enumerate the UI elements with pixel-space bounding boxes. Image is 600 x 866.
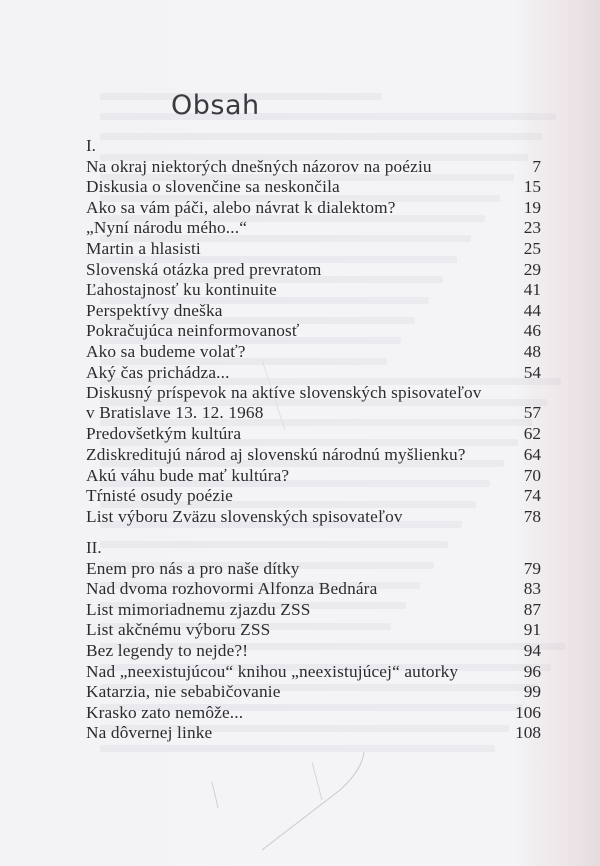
- toc-entry[interactable]: [86, 445, 541, 465]
- entry-title-line1: Diskusný príspevok na aktíve slovenských spisovateľov: [86, 383, 482, 403]
- entry-page-number: 74: [523, 486, 541, 506]
- toc-entry[interactable]: [86, 620, 541, 640]
- toc-entry[interactable]: [86, 507, 541, 527]
- entry-page-number: 15: [523, 177, 541, 197]
- entry-page-number: 48: [523, 342, 541, 361]
- entry-page-number: 91: [523, 620, 541, 640]
- entry-title: Ľahostajnosť ku kontinuite: [86, 280, 277, 300]
- entry-page-number: 57: [523, 403, 541, 423]
- entry-title: Enem pro nás a pro naše dítky: [86, 558, 300, 578]
- entry-page-number: 25: [523, 239, 541, 258]
- toc-entry[interactable]: [86, 157, 541, 177]
- entry-page-number: 54: [523, 362, 541, 382]
- toc-entry[interactable]: [86, 218, 541, 238]
- toc-entry[interactable]: [86, 301, 541, 321]
- entry-page-number: 106: [515, 702, 541, 722]
- entry-title: Pokračujúca neinformovanosť: [86, 321, 300, 341]
- entry-page-number: 108: [515, 723, 541, 743]
- entry-title: Aký čas prichádza...: [86, 362, 230, 382]
- entry-title: List výboru Zväzu slovenských spisovateľov: [86, 506, 403, 526]
- entry-page-number: 83: [523, 579, 541, 599]
- toc-entry[interactable]: [86, 383, 541, 423]
- entry-title: Predovšetkým kultúra: [86, 424, 242, 444]
- entry-title: Katarzia, nie sebabičovanie: [86, 682, 281, 702]
- entry-page-number: 78: [523, 506, 541, 526]
- entry-page-number: 29: [523, 259, 541, 279]
- entry-page-number: 46: [523, 321, 541, 341]
- toc-entry[interactable]: [86, 600, 541, 620]
- entry-title: Perspektívy dneška: [86, 300, 223, 320]
- entry-page-number: 99: [523, 682, 541, 702]
- toc-entry[interactable]: [86, 723, 541, 743]
- entry-title: Slovenská otázka pred prevratom: [86, 259, 322, 279]
- entry-title: Nad „neexistujúcou“ knihou „neexistujúcej“ autorky: [86, 661, 459, 681]
- entry-title: Tŕnisté osudy poézie: [86, 486, 233, 506]
- entry-title: Krasko zato nemôže...: [86, 702, 244, 722]
- toc-entry[interactable]: [86, 682, 541, 702]
- entry-page-number: 41: [523, 280, 541, 300]
- entry-page-number: 19: [523, 197, 541, 217]
- entry-title: „Nyní národu mého...“: [86, 218, 248, 238]
- entry-title: Na dôvernej linke: [86, 723, 213, 743]
- toc-entry[interactable]: [86, 703, 541, 723]
- entry-page-number: 96: [523, 661, 541, 681]
- toc-entry[interactable]: [86, 342, 541, 362]
- entry-title: Ako sa vám páči, alebo návrat k dialektom?: [86, 197, 396, 217]
- entry-title: Martin a hlasisti: [86, 239, 201, 258]
- toc-entry[interactable]: [86, 260, 541, 280]
- entry-page-number: 87: [523, 599, 541, 619]
- entry-page-number: 62: [523, 424, 541, 444]
- entry-title: Na okraj niektorých dnešných názorov na poéziu: [86, 156, 432, 176]
- section-label: I.: [86, 136, 96, 155]
- entry-title: Diskusia o slovenčine sa neskončila: [86, 177, 340, 197]
- entry-page-number: 23: [523, 218, 541, 238]
- toc-entry[interactable]: [86, 486, 541, 506]
- entry-page-number: 64: [523, 445, 541, 464]
- toc-entry[interactable]: [86, 280, 541, 300]
- entry-page-number: 94: [523, 641, 541, 660]
- entry-title: Nad dvoma rozhovormi Alfonza Bednára: [86, 579, 378, 599]
- toc-entry[interactable]: [86, 239, 541, 259]
- toc-entry[interactable]: [86, 466, 541, 486]
- toc-entry[interactable]: [86, 662, 541, 682]
- toc-entry[interactable]: [86, 424, 541, 444]
- entry-title: List akčnému výboru ZSS: [86, 620, 271, 640]
- toc-entry[interactable]: [86, 641, 541, 661]
- entry-page-number: 70: [523, 465, 541, 485]
- entry-page-number: 44: [523, 300, 541, 320]
- entry-page-number: 79: [523, 558, 541, 578]
- toc-entry[interactable]: [86, 177, 541, 197]
- toc-entry[interactable]: [86, 579, 541, 599]
- section-label: II.: [86, 538, 102, 557]
- toc-entry[interactable]: [86, 321, 541, 341]
- entry-title: List mimoriadnemu zjazdu ZSS: [86, 599, 311, 619]
- entry-page-number: 7: [532, 156, 541, 176]
- entry-title: Akú váhu bude mať kultúra?: [86, 465, 290, 485]
- toc-entry[interactable]: [86, 559, 541, 579]
- entry-title-line2: v Bratislave 13. 12. 1968: [86, 403, 264, 423]
- toc-entry[interactable]: [86, 363, 541, 383]
- entry-title: Ako sa budeme volať?: [86, 342, 246, 361]
- toc-entry[interactable]: [86, 198, 541, 218]
- page-title: Obsah: [171, 90, 260, 122]
- entry-title: Zdiskreditujú národ aj slovenskú národnú myšlienku?: [86, 445, 466, 464]
- entry-title: Bez legendy to nejde?!: [86, 641, 249, 660]
